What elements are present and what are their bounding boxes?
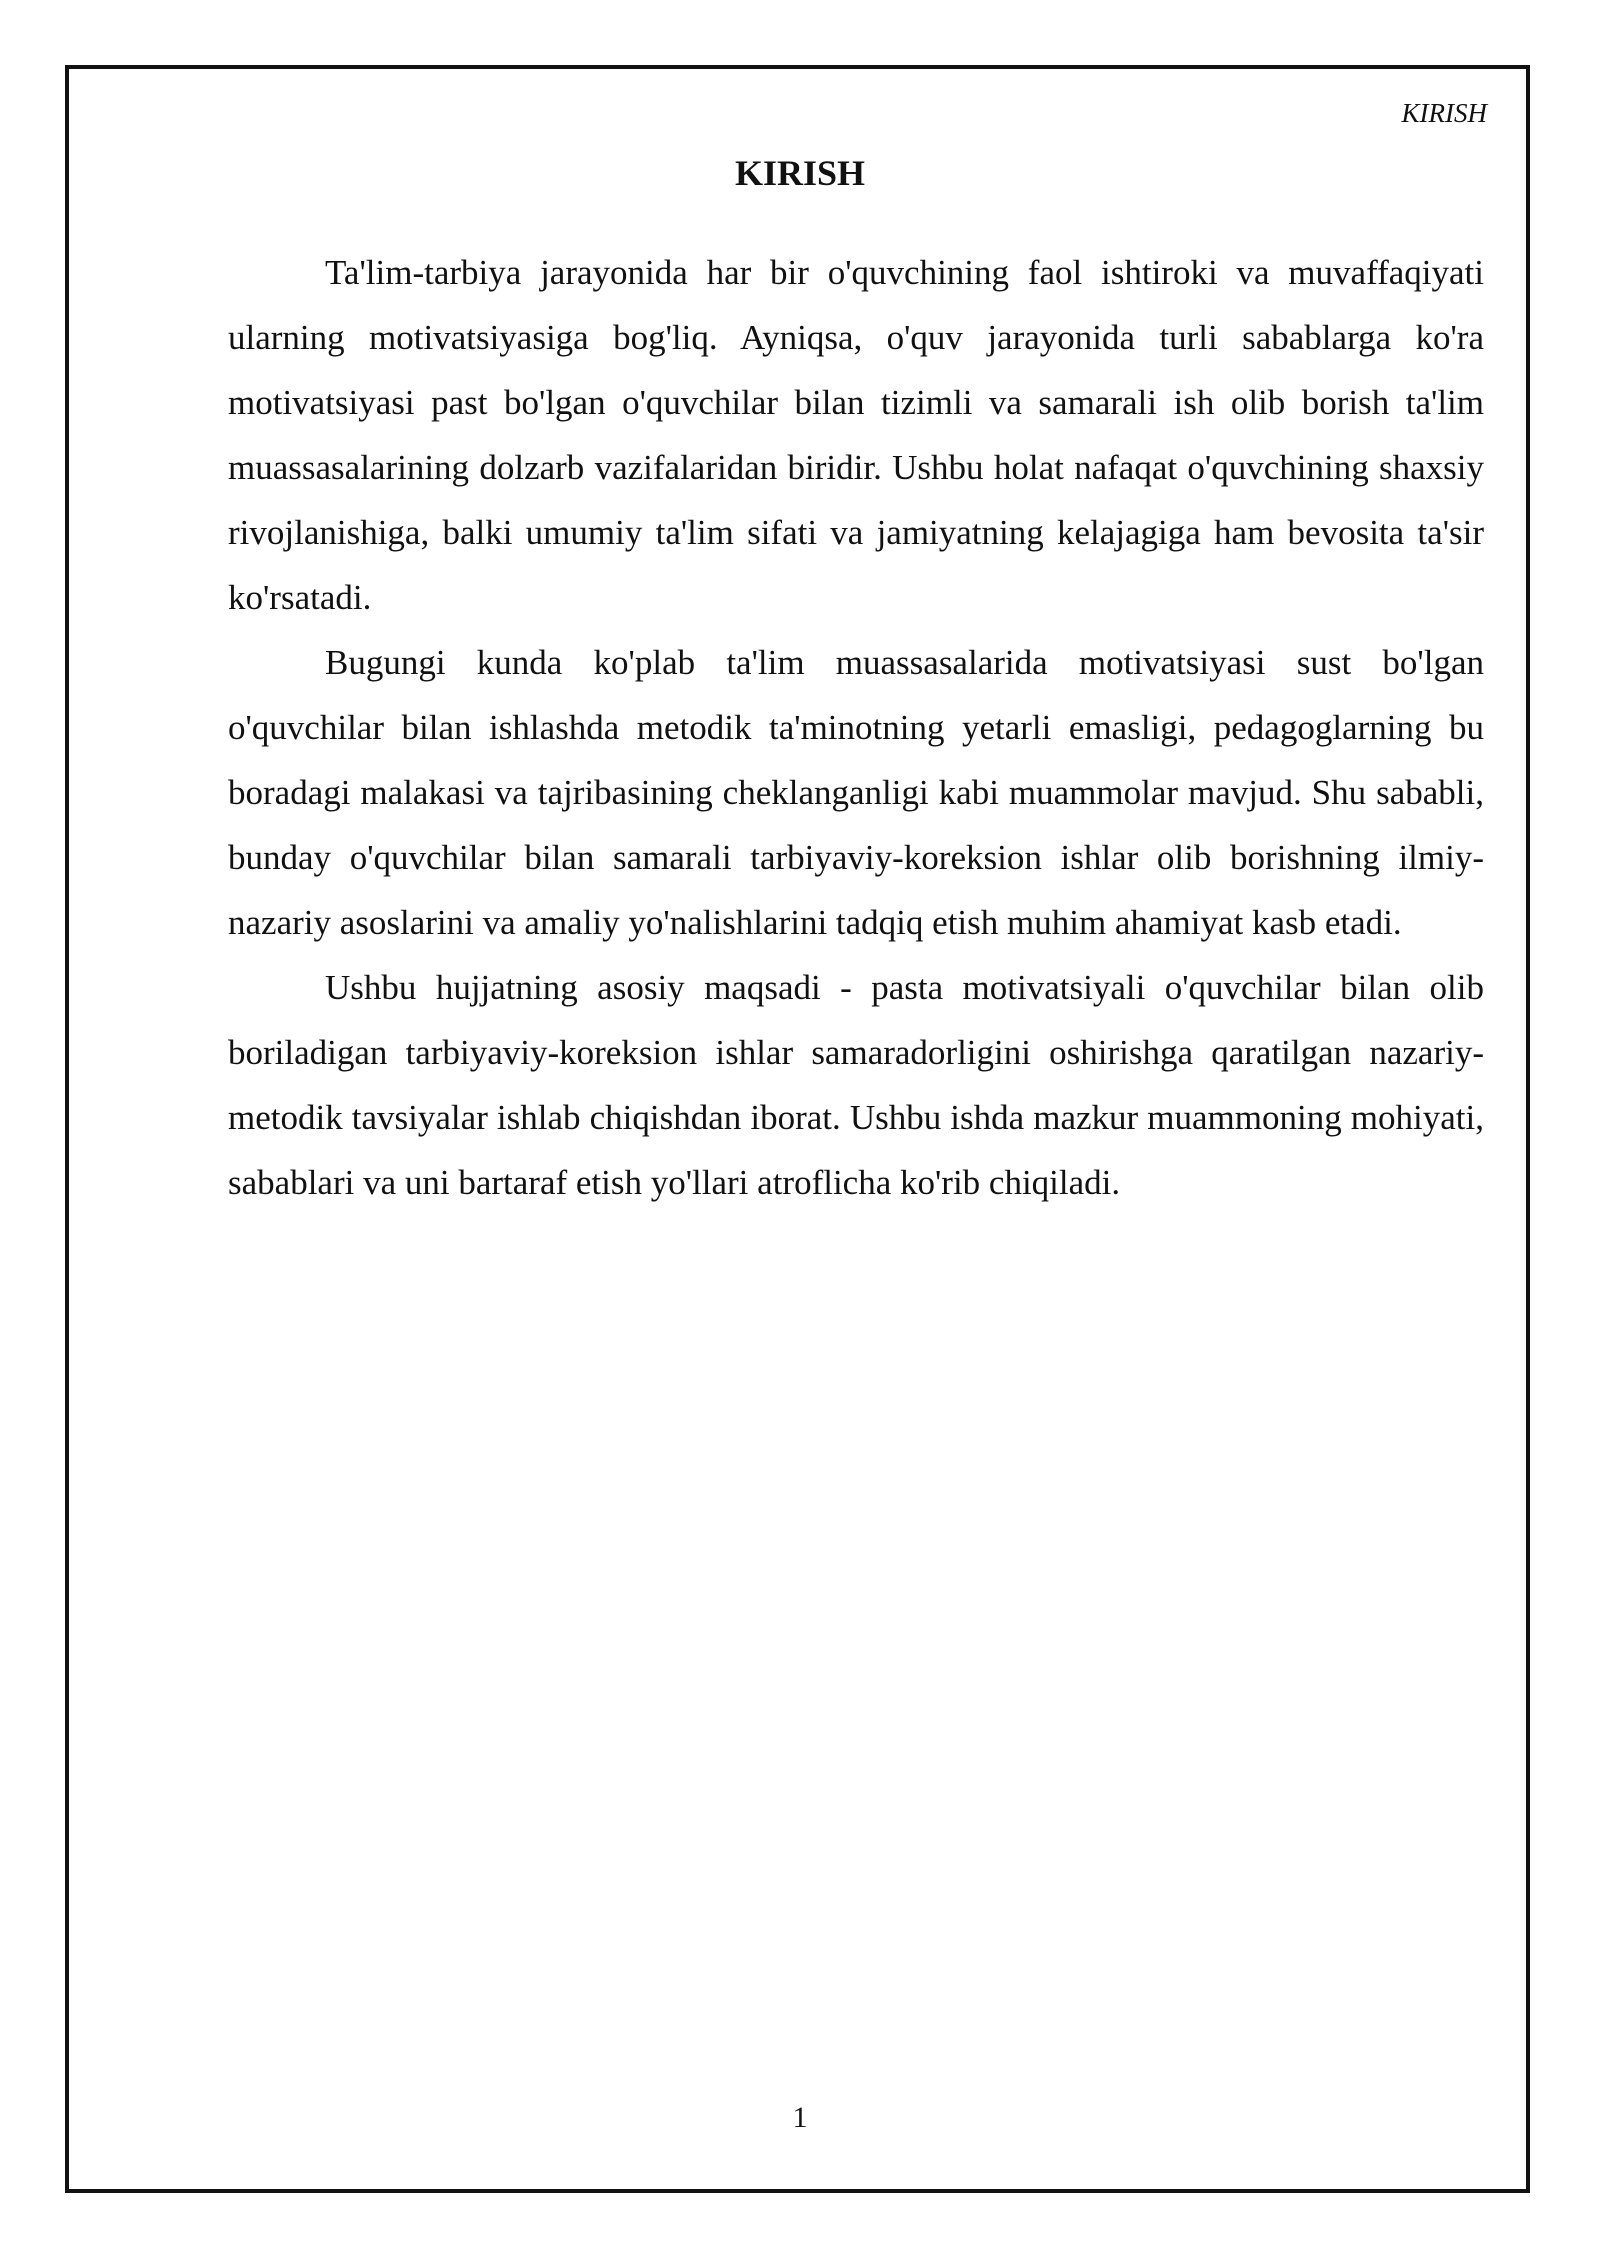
- paragraph-3: Ushbu hujjatning asosiy maqsadi - pasta motivatsiyali o'quvchilar bilan olib boriladigan tarbiyaviy-koreksion ishlar samaradorligini oshirishga qaratilgan nazariy-metodik tavsiyalar ishlab chiqishdan iborat. Ushbu ishda mazkur muammoning mohiyati, sabablari va uni bartaraf etish yo'llari atroflicha ko'rib chiqiladi.: [228, 968, 1484, 1202]
- body-text: [228, 240, 1484, 1215]
- paragraph-1: Ta'lim-tarbiya jarayonida har bir o'quvchining faol ishtiroki va muvaffaqiyati ularning motivatsiyasiga bog'liq. Ayniqsa, o'quv jarayonida turli sabablarga ko'ra motivatsiyasi past bo'lgan o'quvchilar bilan tizimli va samarali ish olib borish ta'lim muassasalarining dolzarb vazifalaridan biridir. Ushbu holat nafaqat o'quvchining shaxsiy rivojlanishiga, balki umumiy ta'lim sifati va jamiyatning kelajagiga ham bevosita ta'sir ko'rsatadi.: [228, 253, 1484, 617]
- page-number: 1: [792, 2101, 808, 2134]
- running-header: KIRISH: [1401, 98, 1487, 128]
- paragraph-2: Bugungi kunda ko'plab ta'lim muassasalarida motivatsiyasi sust bo'lgan o'quvchilar bilan ishlashda metodik ta'minotning yetarli emasligi, pedagoglarning bu boradagi malakasi va tajribasining cheklanganligi kabi muammolar mavjud. Shu sababli, bunday o'quvchilar bilan samarali tarbiyaviy-koreksion ishlar olib borishning ilmiy-nazariy asoslarini va amaliy yo'nalishlarini tadqiq etish muhim ahamiyat kasb etadi.: [228, 643, 1484, 942]
- page-title: KIRISH: [734, 153, 866, 193]
